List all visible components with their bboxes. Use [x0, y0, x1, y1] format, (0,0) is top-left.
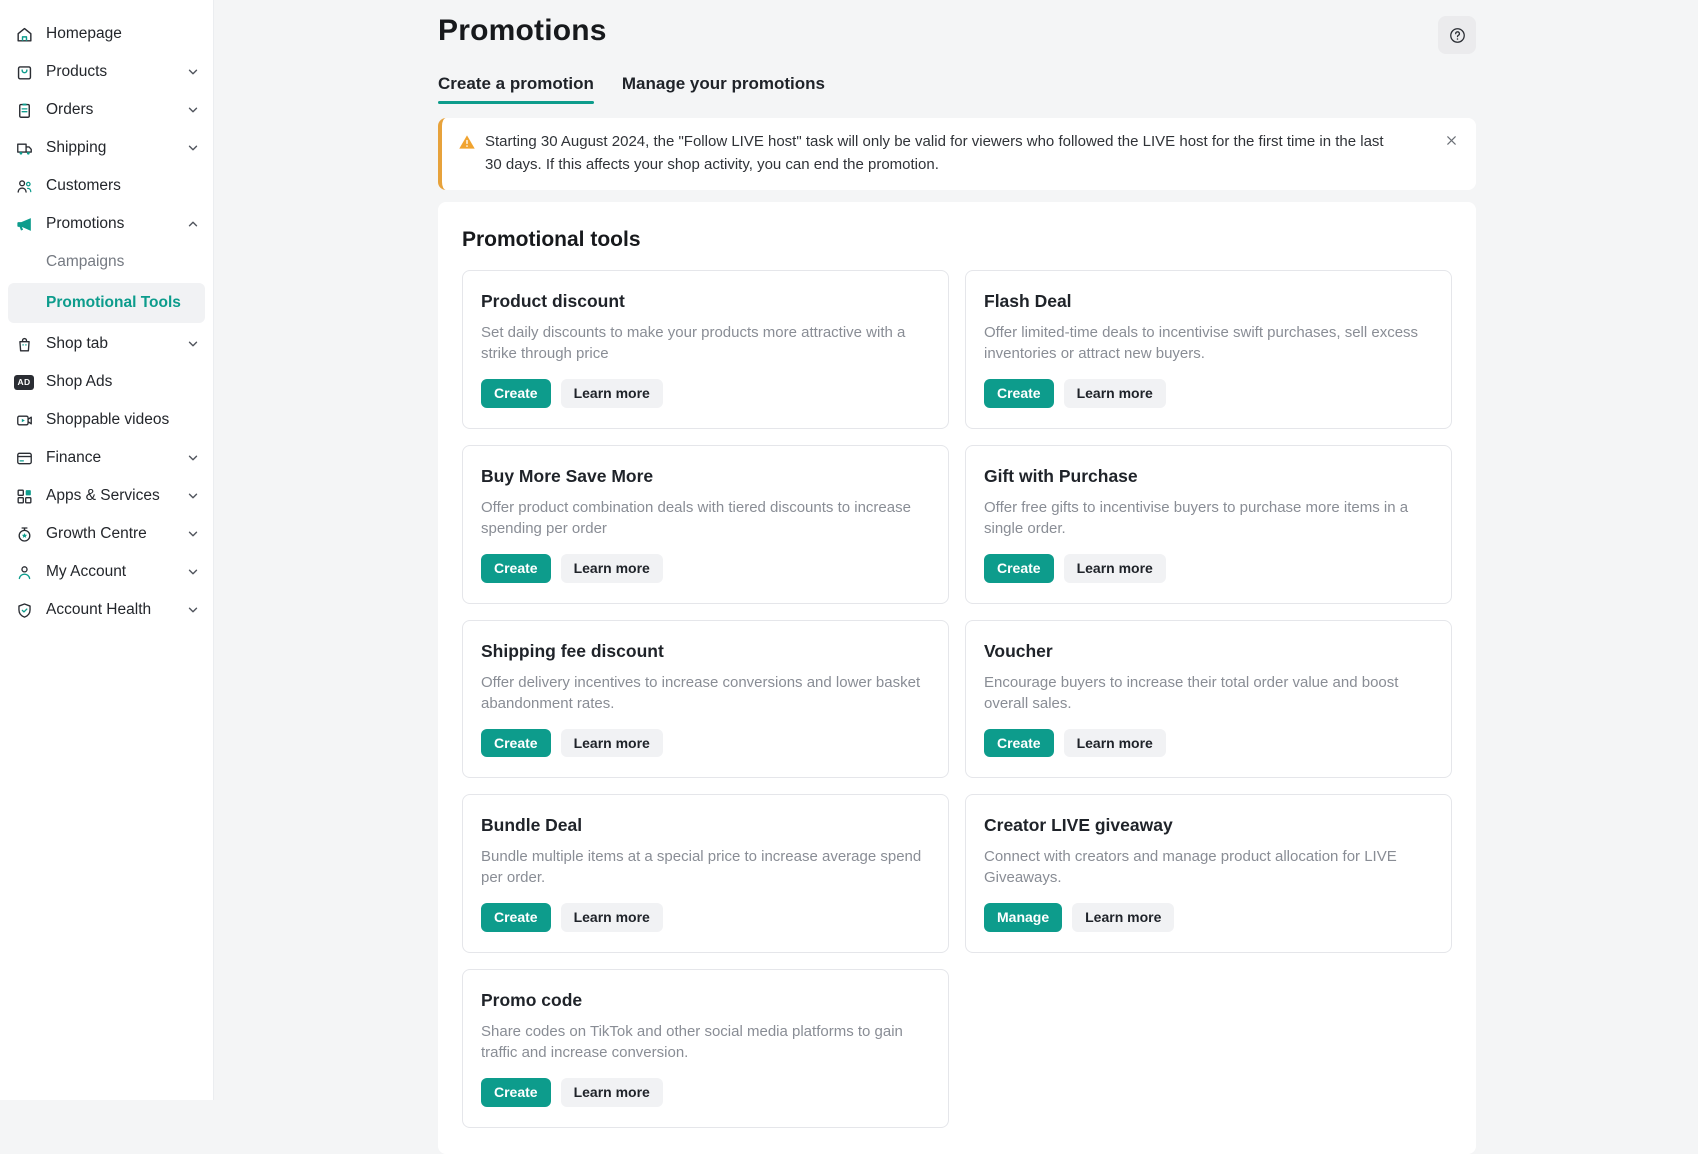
chevron-down-icon [187, 142, 199, 154]
sidebar-item-label: Shipping [46, 139, 107, 156]
chevron-down-icon [187, 490, 199, 502]
products-icon [14, 62, 34, 82]
card-description: Set daily discounts to make your products more attractive with a strike through price [481, 324, 906, 362]
learn-more-button[interactable]: Learn more [561, 1078, 663, 1107]
sidebar-item-label: Promotional Tools [46, 294, 181, 311]
growth-centre-icon [14, 524, 34, 544]
card-description: Share codes on TikTok and other social media platforms to gain traffic and increase conversion. [481, 1023, 903, 1062]
chevron-down-icon [187, 452, 199, 464]
learn-more-button[interactable]: Learn more [561, 903, 663, 932]
card-description: Offer limited-time deals to incentivise swift purchases, sell excess inventories or attract new buyers. [984, 324, 1419, 362]
shipping-icon [14, 138, 34, 158]
tool-card-buy-more-save-more [462, 445, 949, 604]
main-content [214, 0, 1698, 1100]
tab-create-a-promotion[interactable]: Create a promotion [438, 74, 594, 104]
sidebar-item-label: Homepage [46, 25, 122, 42]
card-title: Bundle Deal [481, 815, 583, 836]
sidebar-item-label: Customers [46, 177, 121, 194]
card-title: Gift with Purchase [984, 465, 1138, 486]
card-description: Offer product combination deals with tiered discounts to increase spending per order [481, 498, 911, 537]
sidebar-item-my-account[interactable] [0, 553, 213, 591]
chevron-down-icon [187, 66, 199, 78]
learn-more-button[interactable]: Learn more [1072, 903, 1174, 932]
create-button[interactable]: Create [984, 554, 1054, 583]
tool-card-shipping-fee-discount [462, 620, 949, 779]
card-title: Buy More Save More [481, 465, 654, 486]
learn-more-button[interactable]: Learn more [561, 729, 663, 758]
sidebar-item-shop-tab[interactable] [0, 325, 213, 363]
sidebar-item-promotions[interactable] [0, 205, 213, 243]
sidebar [0, 0, 214, 1100]
tool-card-bundle-deal [462, 794, 949, 953]
manage-button[interactable]: Manage [984, 903, 1062, 932]
tool-card-gift-with-purchase [965, 445, 1452, 604]
card-description: Bundle multiple items at a special price to increase average spend per order. [481, 848, 922, 887]
sidebar-item-orders[interactable] [0, 91, 213, 129]
chevron-up-icon [187, 218, 199, 230]
sidebar-item-label: Campaigns [46, 253, 125, 270]
card-title: Promo code [481, 990, 583, 1011]
shop-ads-icon [14, 372, 34, 392]
promotional-tools-panel [438, 202, 1476, 1154]
tool-card-creator-live-giveaway [965, 794, 1452, 953]
sidebar-item-customers[interactable] [0, 167, 213, 205]
sidebar-item-label: Apps & Services [46, 487, 160, 504]
sidebar-item-shop-ads[interactable] [0, 363, 213, 401]
card-description: Connect with creators and manage product allocation for LIVE Giveaways. [984, 848, 1397, 887]
sidebar-item-label: Shoppable videos [46, 411, 170, 428]
sidebar-item-shoppable-videos[interactable] [0, 401, 213, 439]
learn-more-button[interactable]: Learn more [561, 379, 663, 408]
tab-bar [438, 74, 1476, 104]
sidebar-item-label: Finance [46, 449, 102, 466]
sidebar-item-label: My Account [46, 563, 127, 580]
sidebar-item-apps-services[interactable] [0, 477, 213, 515]
tool-card-voucher [965, 620, 1452, 779]
card-title: Shipping fee discount [481, 640, 664, 661]
card-description: Offer free gifts to incentivise buyers to purchase more items in a single order. [984, 498, 1409, 537]
tool-card-grid [462, 270, 1452, 1128]
apps-services-icon [14, 486, 34, 506]
sidebar-item-finance[interactable] [0, 439, 213, 477]
tool-card-product-discount [462, 270, 949, 429]
page-title: Promotions [438, 14, 607, 47]
card-title: Product discount [481, 291, 625, 311]
tab-manage-your-promotions[interactable]: Manage your promotions [621, 74, 825, 93]
orders-icon [14, 100, 34, 120]
shoppable-videos-icon [14, 410, 34, 430]
sidebar-item-label: Account Health [46, 601, 152, 618]
card-title: Flash Deal [984, 291, 1072, 311]
sidebar-item-account-health[interactable] [0, 591, 213, 629]
chevron-down-icon [187, 338, 199, 350]
create-button[interactable]: Create [984, 729, 1054, 758]
sidebar-item-campaigns[interactable] [0, 243, 213, 281]
sidebar-item-label: Products [46, 63, 108, 80]
help-button[interactable] [1438, 16, 1476, 54]
home-icon [14, 24, 34, 44]
customers-icon [14, 176, 34, 196]
warning-banner-text: Starting 30 August 2024, the "Follow LIVE host" task will only be valid for viewers who followed the LIVE host for the first time in the last 30 days. If this affects your shop activity, you can end the promotion. [485, 133, 1384, 173]
card-description: Offer delivery incentives to increase conversions and lower basket abandonment rates. [481, 673, 921, 712]
create-button[interactable]: Create [481, 379, 551, 408]
card-title: Voucher [984, 640, 1053, 661]
panel-heading: Promotional tools [462, 228, 641, 251]
sidebar-item-homepage[interactable] [0, 15, 213, 53]
chevron-down-icon [187, 104, 199, 116]
create-button[interactable]: Create [481, 903, 551, 932]
help-circle-icon [1448, 26, 1467, 45]
learn-more-button[interactable]: Learn more [561, 554, 663, 583]
create-button[interactable]: Create [481, 1078, 551, 1107]
sidebar-item-label: Orders [46, 101, 94, 118]
create-button[interactable]: Create [984, 379, 1054, 408]
finance-icon [14, 448, 34, 468]
card-title: Creator LIVE giveaway [984, 815, 1173, 836]
chevron-down-icon [187, 528, 199, 540]
sidebar-item-label: Shop tab [46, 335, 109, 352]
learn-more-button[interactable]: Learn more [1064, 379, 1166, 408]
card-description: Encourage buyers to increase their total order value and boost overall sales. [984, 673, 1399, 712]
chevron-down-icon [187, 566, 199, 578]
tool-card-promo-code [462, 969, 949, 1128]
create-button[interactable]: Create [481, 729, 551, 758]
sidebar-item-label: Shop Ads [46, 373, 113, 390]
sidebar-item-shipping[interactable] [0, 129, 213, 167]
sidebar-item-promotional-tools[interactable] [8, 283, 205, 323]
close-icon[interactable] [1445, 134, 1458, 147]
tool-card-flash-deal [965, 270, 1452, 429]
page-header [438, 14, 1476, 54]
create-button[interactable]: Create [481, 554, 551, 583]
sidebar-item-label: Promotions [46, 215, 125, 232]
warning-triangle-icon [458, 133, 476, 156]
learn-more-button[interactable]: Learn more [1064, 729, 1166, 758]
sidebar-item-products[interactable] [0, 53, 213, 91]
shop-tab-icon [14, 334, 34, 354]
my-account-icon [14, 562, 34, 582]
ad-badge-text: AD [14, 375, 34, 390]
sidebar-item-growth-centre[interactable] [0, 515, 213, 553]
warning-banner [438, 118, 1476, 190]
learn-more-button[interactable]: Learn more [1064, 554, 1166, 583]
sidebar-item-label: Growth Centre [46, 525, 147, 542]
chevron-down-icon [187, 604, 199, 616]
promotions-icon [14, 214, 34, 234]
account-health-icon [14, 600, 34, 620]
